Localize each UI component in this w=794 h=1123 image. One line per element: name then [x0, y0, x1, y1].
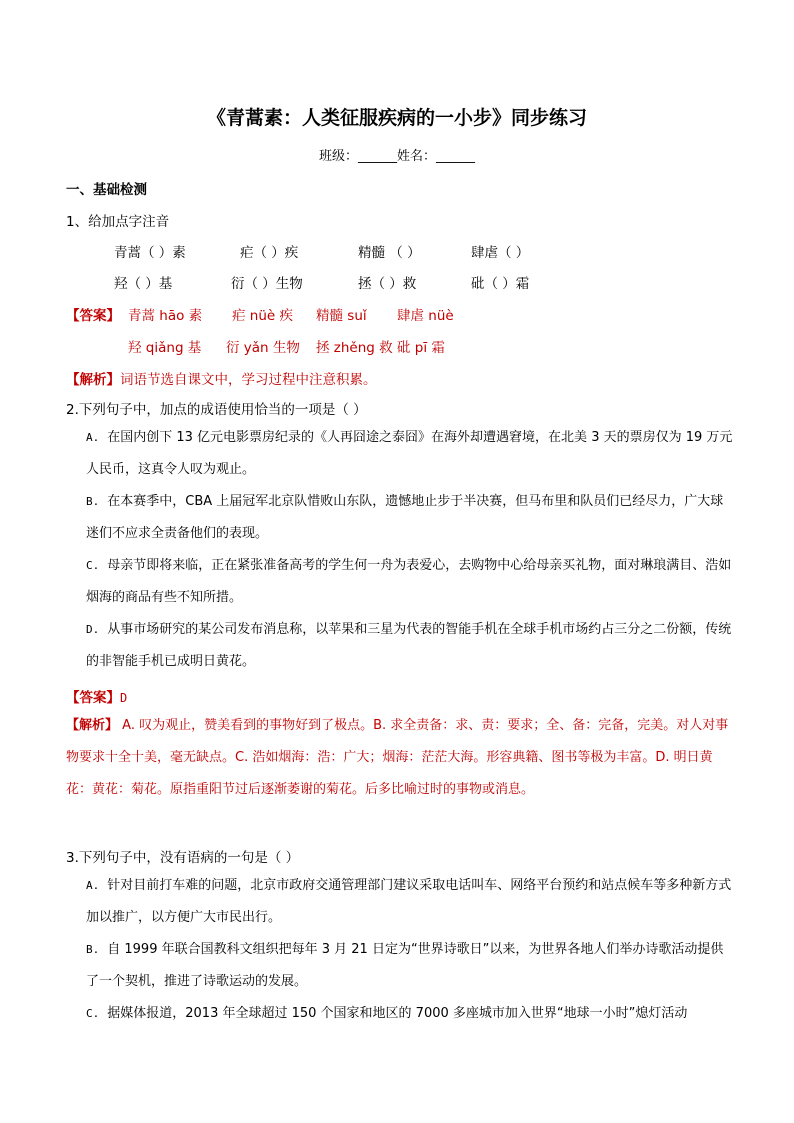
q2-option-c [86, 550, 736, 614]
q1-item: 拯（ ）救 [358, 276, 417, 292]
q1-answer [66, 304, 120, 324]
q1-item: 肆虐（ ） [471, 245, 530, 261]
option-text: 自 1999 年联合国教科文组织把每年 3 月 21 日定为“世界诗歌日”以来，为世界各地人们举办诗歌活动提供了一个契机，推进了诗歌运动的发展。 [86, 942, 724, 989]
option-text: 据媒体报道，2013 年全球超过 150 个国家和地区的 7000 多座城市加入世界“地球一小时”熄灯活动 [107, 1006, 688, 1021]
option-letter: C. [86, 1007, 100, 1020]
q2-option-d [86, 614, 736, 678]
option-text: 在国内创下 13 亿元电影票房纪录的《人再囧途之泰囧》在海外却遭遇窘境，在北美 3 天的票房仅为 19 万元人民币，这真令人叹为观止。 [86, 430, 733, 477]
q1-item: 疟（ ）疾 [240, 245, 299, 261]
page-title: 《青蒿素：人类征服疾病的一小步》同步练习 [206, 107, 587, 129]
q1-answer-item: 肆虐 nüè [397, 308, 454, 324]
q1-answer-item: 青蒿 hāo 素 [128, 308, 203, 324]
analysis-text: A. 叹为观止，赞美看到的事物好到了极点。B. 求全责备：求、责：要求；全、备：完备，完美。对人对事物要求十全十美，毫无缺点。C. 浩如烟海：浩：广大；烟海：茫茫大海。形容典籍、图书等极为丰富。D. 明日黄花：黄花：菊花。原指重阳节过后逐渐萎谢的菊花。后多比喻过时的事物或消息。 [66, 718, 729, 797]
option-letter: B. [86, 495, 100, 508]
answer-tag: 【答案】 [66, 308, 120, 324]
option-text: 从事市场研究的某公司发布消息称，以苹果和三星为代表的智能手机在全球手机市场约占三分之二份额，传统的非智能手机已成明日黄花。 [86, 622, 732, 669]
q3-option-c [86, 998, 736, 1030]
option-text: 在本赛季中，CBA 上届冠军北京队惜败山东队，遗憾地止步于半决赛，但马布里和队员们已经尽力，广大球迷们不应求全责备他们的表现。 [86, 494, 724, 541]
q2-analysis [66, 710, 734, 806]
analysis-tag: 【解析】 [66, 372, 120, 388]
option-letter: A. [86, 431, 100, 444]
section-heading: 一、基础检测 [66, 182, 147, 198]
q1-answer-item: 疟 nüè 疾 [232, 308, 294, 324]
q3-option-b [86, 934, 736, 998]
question-2-stem: 2.下列句子中，加点的成语使用恰当的一项是（ ） [66, 402, 367, 418]
option-letter: A. [86, 879, 100, 892]
option-letter: B. [86, 943, 100, 956]
q1-answer-item: 羟 qiǎng 基 [128, 340, 202, 356]
q2-option-b [86, 486, 736, 550]
q1-item: 砒（ ）霜 [471, 276, 530, 292]
q1-analysis [66, 368, 377, 388]
q2-option-a [86, 422, 736, 486]
q1-answer-item: 衍 yǎn 生物 [226, 340, 300, 356]
option-text: 针对目前打车难的问题，北京市政府交通管理部门建议采取电话叫车、网络平台预约和站点候车等多种新方式加以推广，以方便广大市民出行。 [86, 878, 732, 925]
q1-item: 精髓 （ ） [358, 245, 421, 261]
answer-value: D [120, 691, 128, 705]
analysis-text: 词语节选自课文中，学习过程中注意积累。 [120, 372, 377, 388]
q1-item: 青蒿（ ）素 [114, 245, 186, 261]
q2-answer [66, 686, 127, 706]
question-3-stem: 3.下列句子中，没有语病的一句是（ ） [66, 850, 300, 866]
analysis-tag: 【解析】 [66, 718, 119, 733]
q1-answer-item: 拯 zhěng 救 [316, 340, 393, 356]
answer-tag: 【答案】 [66, 690, 120, 706]
question-1-stem: 1、给加点字注音 [66, 214, 170, 230]
q1-answer-item: 砒 pī 霜 [397, 340, 445, 356]
option-text: 母亲节即将来临，正在紧张准备高考的学生何一舟为表爱心，去购物中心给母亲买礼物，面对琳琅满目、浩如烟海的商品有些不知所措。 [86, 558, 732, 605]
q1-item: 衍（ ）生物 [231, 276, 303, 292]
option-letter: C. [86, 559, 100, 572]
q1-item: 羟（ ）基 [114, 276, 173, 292]
q1-answer-item: 精髓 suǐ [316, 308, 367, 324]
option-letter: D. [86, 623, 100, 636]
class-name-line: 班级：______姓名：______ [318, 149, 475, 164]
q3-option-a [86, 870, 736, 934]
